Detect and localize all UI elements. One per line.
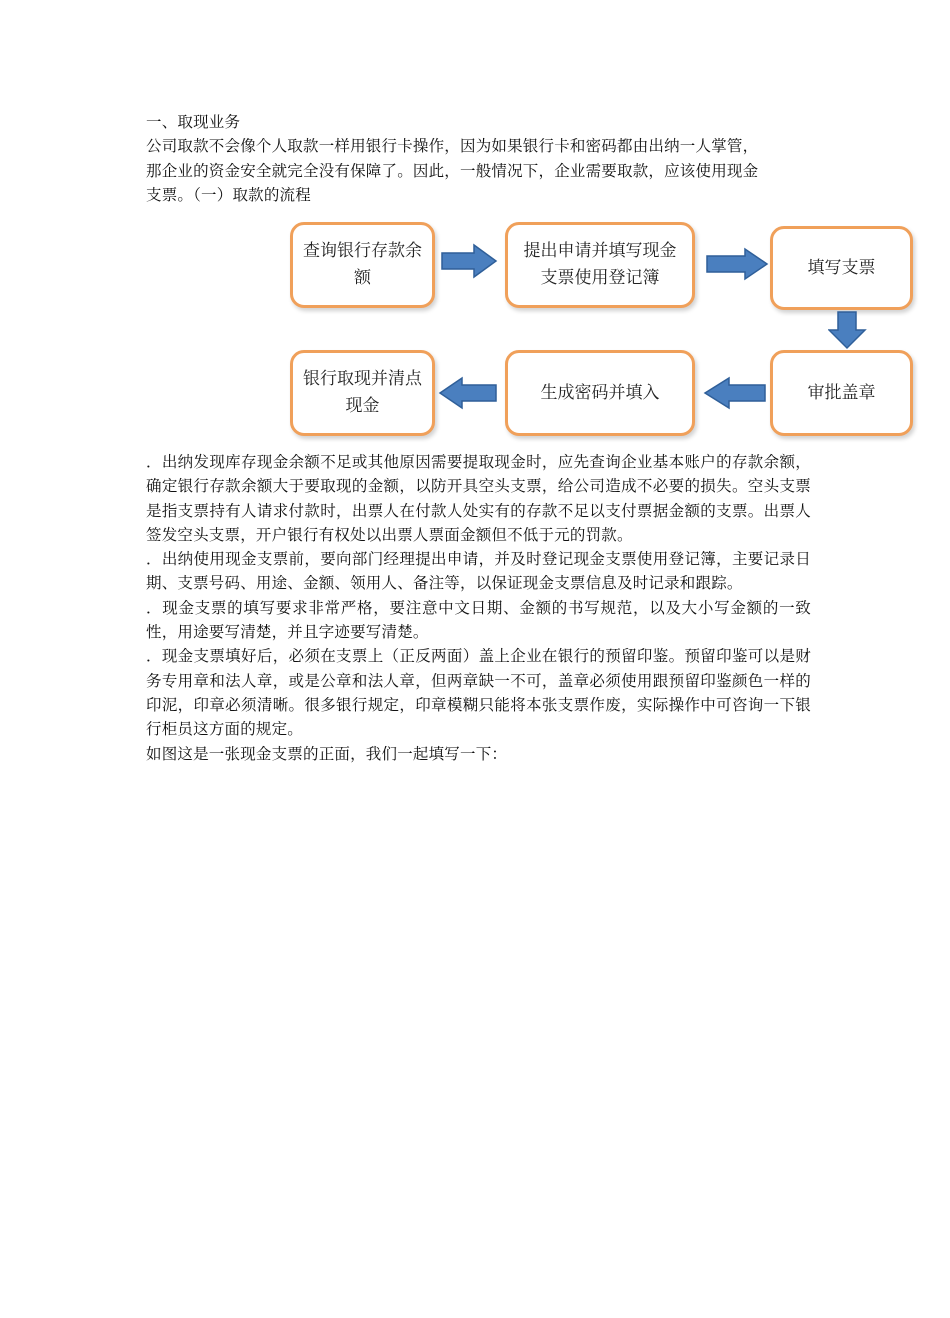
flow-step-check-balance — [290, 222, 435, 308]
flow-step-withdraw-count — [290, 350, 435, 436]
flow-step-label: 审批盖章 — [807, 382, 876, 403]
paragraph-apply: ．出纳使用现金支票前，要向部门经理提出申请，并及时登记现金支票使用登记簿，主要记录日期、支票号码、用途、金额、领用人、备注等，以保证现金支票信息及时记录和跟踪。 — [146, 550, 811, 593]
paragraph-fill-rules: ．现金支票的填写要求非常严格，要注意中文日期、金额的书写规范，以及大小写金额的一致性，用途要写清楚，并且字迹要写清楚。 — [146, 598, 811, 642]
flow-step-generate-password — [505, 350, 695, 436]
flow-step-label: 生成密码并填入 — [540, 382, 660, 403]
intro-section — [146, 110, 811, 207]
paragraph-check-balance: ．出纳发现库存现金余额不足或其他原因需要提取现金时，应先查询企业基本账户的存款余额，确定银行存款余额大于要取现的金额，以防开具空头支票，给公司造成不必要的损失。空头支票是指支票持有人请求付款时，出票人在付款人处实有的存款不足以支付票据金额的支票。出票人签发空头支票，开户银行有权处以出票人票面金额但不低于元的罚款。 — [146, 453, 811, 544]
intro-line: 那企业的资金安全就完全没有保障了。因此，一般情况下，企业需要取款，应该使用现金 — [146, 161, 759, 180]
down-arrow-icon — [828, 310, 868, 350]
paragraph-cheque-front: 如图这是一张现金支票的正面，我们一起填写一下： — [146, 744, 508, 763]
flow-step-label: 查询银行存款余额 — [303, 241, 422, 288]
right-arrow-icon — [705, 247, 769, 281]
left-arrow-icon — [438, 376, 498, 410]
right-arrow-icon — [440, 243, 498, 279]
withdrawal-flowchart — [0, 0, 950, 450]
body-section — [146, 450, 811, 766]
flow-step-approve-seal — [770, 350, 913, 436]
intro-line: 公司取款不会像个人取款一样用银行卡操作，因为如果银行卡和密码都由出纳一人掌管， — [146, 137, 759, 156]
paragraph-seal: ．现金支票填好后，必须在支票上（正反两面）盖上企业在银行的预留印鉴。预留印鉴可以是财务专用章和法人章，或是公章和法人章，但两章缺一不可，盖章必须使用跟预留印鉴颜色一样的印泥，印章必须清晰。很多银行规定，印章模糊只能将本张支票作废，实际操作中可咨询一下银行柜员这方面的规定。 — [146, 647, 811, 739]
section-heading: 一、取现业务 — [146, 113, 241, 131]
flow-step-apply-register — [505, 222, 695, 308]
flow-step-label: 填写支票 — [807, 257, 876, 278]
flow-step-label: 银行取现并清点现金 — [303, 369, 422, 416]
intro-line: 支票。（一）取款的流程 — [146, 185, 311, 204]
left-arrow-icon — [703, 376, 767, 410]
flow-step-label: 提出申请并填写现金支票使用登记簿 — [523, 241, 677, 288]
flow-step-fill-cheque — [770, 226, 913, 310]
